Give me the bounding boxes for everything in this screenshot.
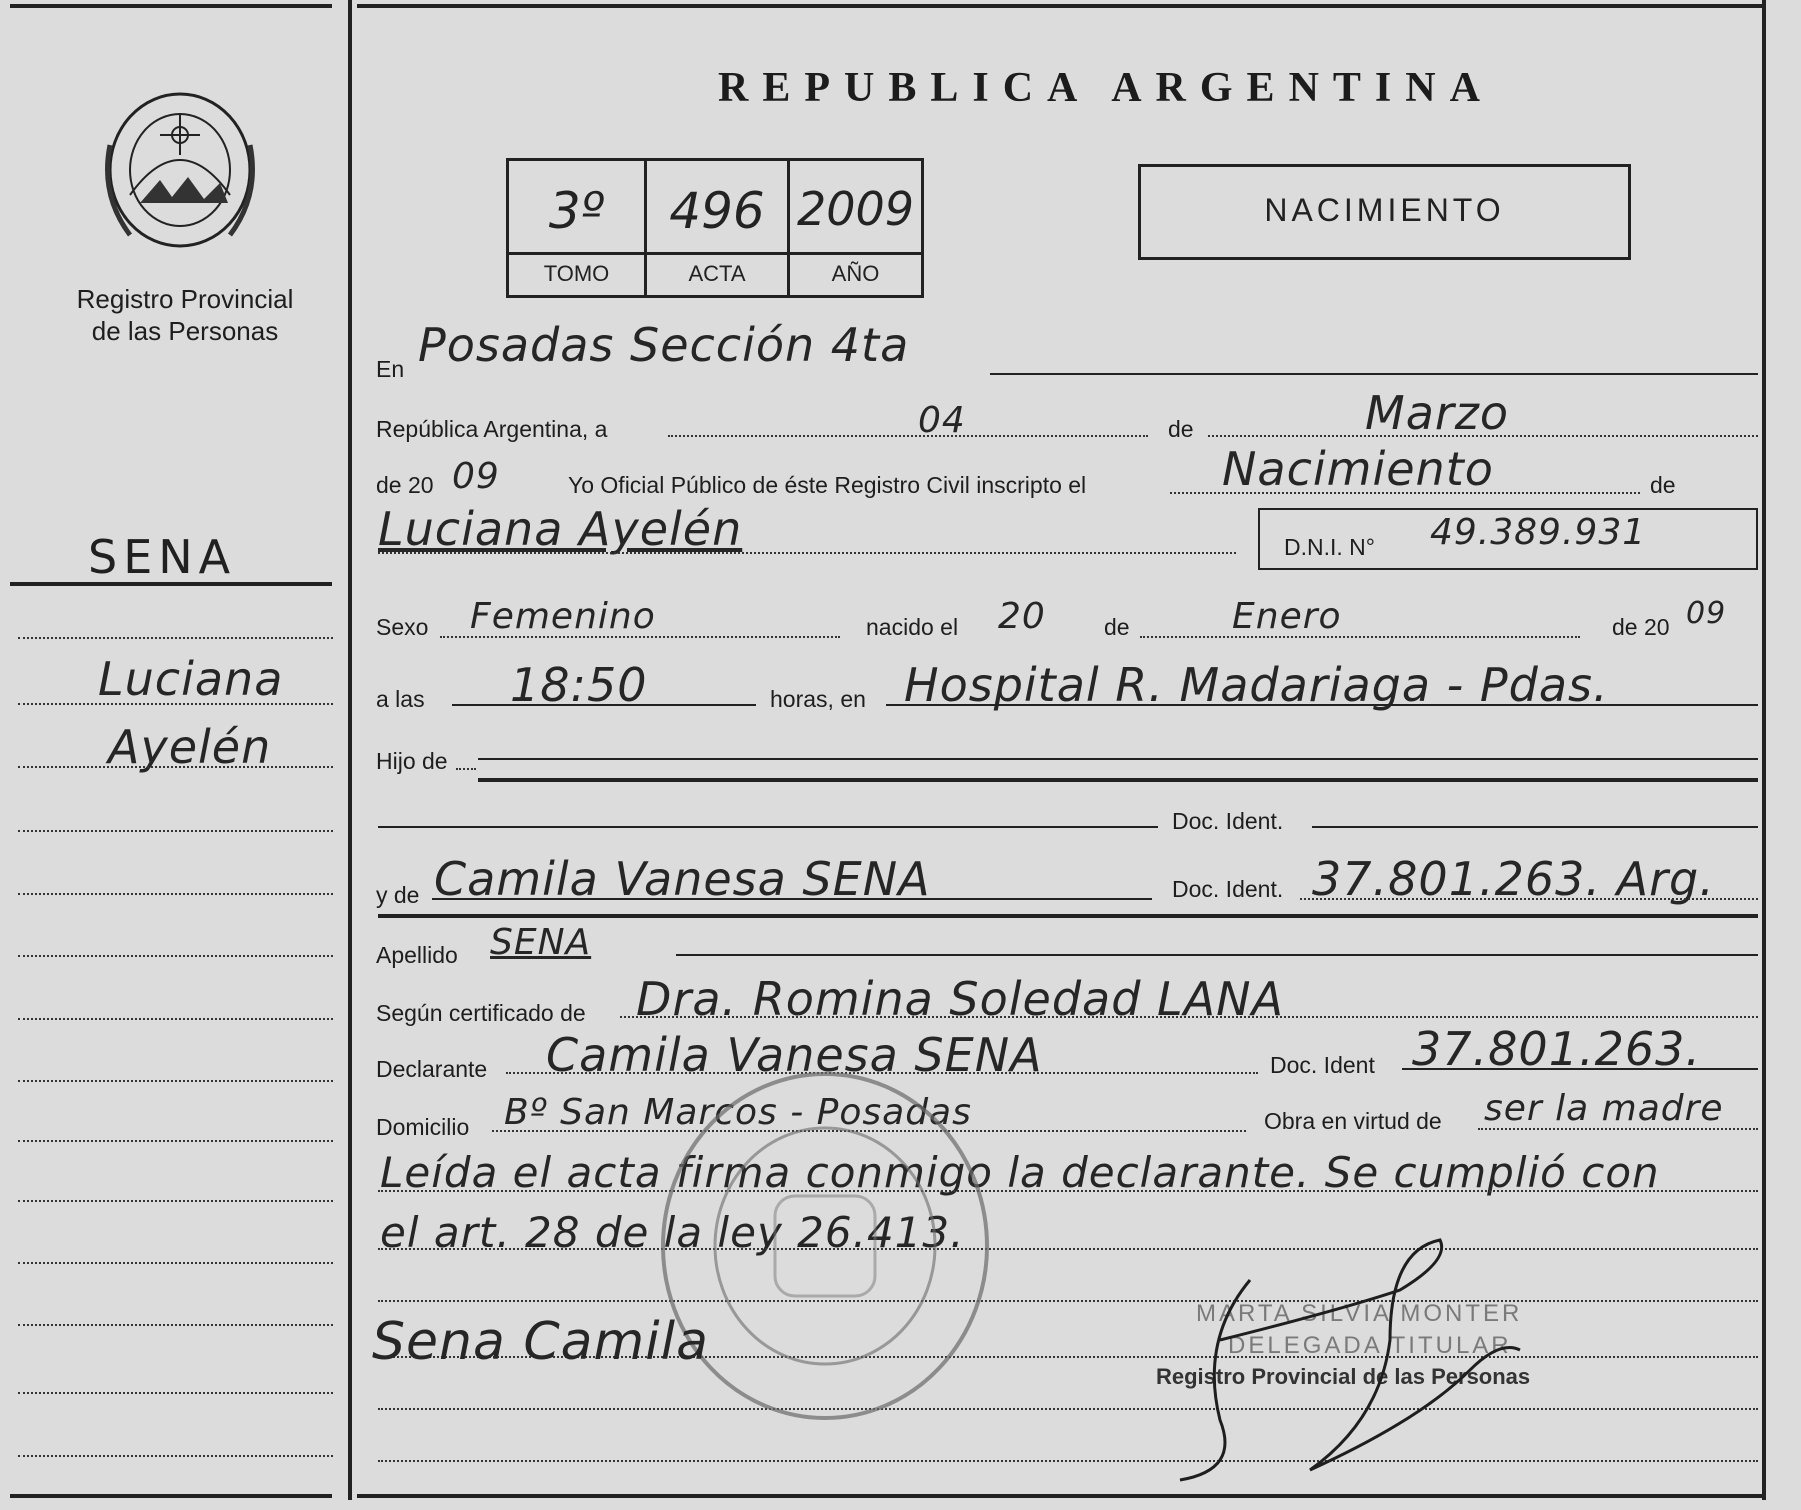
hour-line [452,704,756,706]
margin-dotted-rule [18,1455,333,1457]
certificado-value: Dra. Romina Soledad LANA [636,972,1285,1026]
father-line [378,826,1158,828]
dni-value: 49.389.931 [1430,512,1647,553]
margin-surname: SENA [88,530,237,584]
note-dotted-line-1 [378,1190,1758,1192]
place-line [886,704,1758,706]
de-label-3: de [1104,614,1130,640]
mother-doc-line [1300,898,1758,900]
official-stamp-line-2: DELEGADA TITULAR [1228,1332,1512,1359]
en-value: Posadas Sección 4ta [418,318,910,372]
mother-line [432,898,1152,900]
oficial-label: Yo Oficial Público de éste Registro Civil inscripto el [568,472,1087,498]
name-dotted-line [378,552,1236,554]
sexo-dotted-line [440,636,840,638]
father-doc-line [1312,826,1758,828]
hijo-dotted-line [456,768,476,770]
a-las-label: a las [376,686,425,712]
declarante-label: Declarante [376,1056,488,1082]
top-rule-left [10,4,332,8]
en-line [990,373,1758,375]
horas-label: horas, en [770,686,866,712]
de2009-label: de 20 [1612,614,1670,640]
domicilio-label: Domicilio [376,1114,470,1140]
official-stamp-line-1: MARTA SILVIA MONTER [1196,1300,1523,1327]
dni-label: D.N.I. N° [1284,534,1375,560]
y-de-label: y de [376,882,420,908]
right-border [1762,0,1766,1500]
en-label: En [376,356,405,382]
margin-dotted-rule [18,1018,333,1020]
doc-ident-label: Doc. Ident. [1172,808,1284,834]
year-value: 09 [452,456,500,497]
domicilio-value: Bº San Marcos - Posadas [504,1092,972,1133]
margin-dotted-rule [18,1140,333,1142]
declarante-doc-value: 37.801.263. [1412,1022,1701,1076]
declarant-signature: Sena Camila [372,1312,709,1372]
tomo-label: TOMO [543,261,610,286]
bottom-rule-left [10,1494,332,1498]
bottom-rule-right [357,1494,1762,1498]
apellido-line [676,954,1758,956]
apellido-value: SENA [490,922,592,963]
note-line-2: el art. 28 de la ley 26.413. [380,1208,965,1257]
acta-value: 496 [669,182,765,240]
acta-label: ACTA [688,261,746,286]
margin-surname-rule [10,582,332,586]
birth-year-value: 09 [1686,596,1727,631]
obra-label: Obra en virtud de [1264,1108,1442,1134]
place-value: Hospital R. Madariaga - Pdas. [904,658,1609,712]
segun-label: Según certificado de [376,1000,586,1026]
de-label-2: de [1650,472,1676,498]
margin-dotted-rule [18,1392,333,1394]
inscribed-dotted-line [1170,492,1640,494]
record-type: NACIMIENTO [1264,192,1505,228]
registry-round-seal-icon [655,1066,995,1426]
sexo-value: Femenino [470,596,656,637]
month-value: Marzo [1365,386,1510,440]
official-signature-icon [1140,1220,1560,1490]
margin-given-name-1: Luciana [98,652,284,706]
declarante-doc-line [1402,1068,1758,1070]
province-seal-icon [100,85,260,255]
column-divider [348,0,352,1500]
hijo-label: Hijo de [376,748,448,774]
margin-dotted-rule [18,830,333,832]
sexo-label: Sexo [376,614,429,640]
hijo-line-2 [478,778,1758,782]
tomo-value: 3º [548,182,605,240]
mother-value: Camila Vanesa SENA [434,852,931,906]
hijo-line [478,758,1758,760]
registry-line-1: Registro Provincial [76,284,294,314]
de20-label: de 20 [376,472,434,498]
margin-dotted-rule [18,955,333,957]
apellido-label: Apellido [376,942,458,968]
day-dotted-line [668,435,1148,437]
doc-ident-label-2: Doc. Ident. [1172,876,1284,902]
nacido-label: nacido el [866,614,959,640]
registry-line-2: de las Personas [91,316,279,346]
child-name-value: Luciana Ayelén [378,502,743,556]
obra-line [1478,1128,1758,1130]
margin-given-name-2: Ayelén [108,720,272,774]
mother-doc-value: 37.801.263. Arg. [1312,852,1715,906]
margin-dotted-rule [18,766,333,768]
obra-value: ser la madre [1484,1088,1724,1129]
margin-dotted-rule [18,1324,333,1326]
declarante-value: Camila Vanesa SENA [546,1028,1043,1082]
margin-dotted-rule [18,1200,333,1202]
anio-value: 2009 [796,182,915,236]
inscribed-value: Nacimiento [1222,442,1494,496]
margin-dotted-rule [18,1262,333,1264]
birth-month-value: Enero [1232,596,1342,637]
margin-dotted-rule [18,637,333,639]
de-label: de [1168,416,1194,442]
official-stamp-line-3: Registro Provincial de las Personas [1156,1364,1531,1389]
birth-day-value: 20 [998,596,1046,637]
hour-value: 18:50 [510,658,648,712]
margin-dotted-rule [18,1080,333,1082]
mother-bottom-rule [378,914,1758,918]
birth-month-dotted-line [1140,636,1580,638]
day-value: 04 [918,400,966,441]
republica-label: República Argentina, a [376,416,608,442]
note-line-1: Leída el acta firma conmigo la declarante. Se cumplió con [380,1148,1660,1197]
anio-label: AÑO [831,261,880,286]
certificado-line [620,1016,1758,1018]
margin-dotted-rule [18,703,333,705]
doc-ident2-label: Doc. Ident [1270,1052,1375,1078]
margin-dotted-rule [18,893,333,895]
record-table-divider [506,252,924,255]
page-title: REPUBLICA ARGENTINA [718,65,1494,111]
top-rule-right [357,4,1762,8]
